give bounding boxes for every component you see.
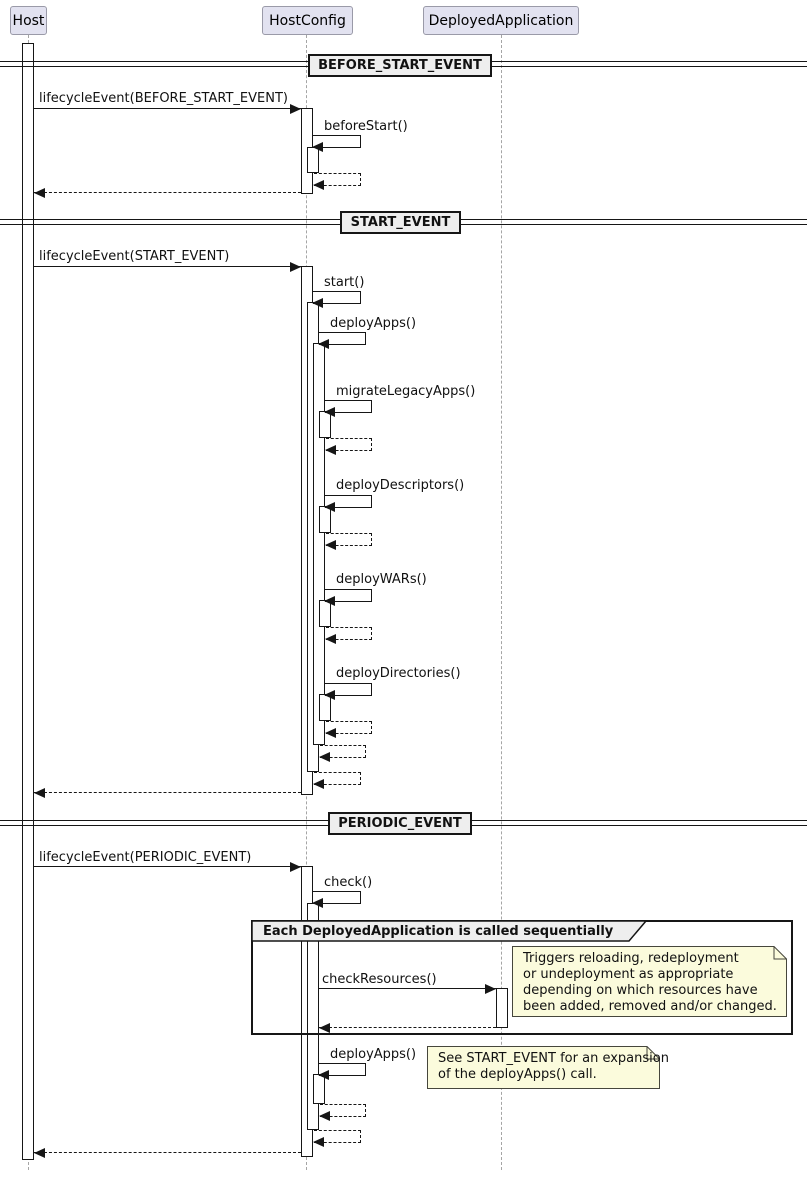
self-return-beforestart [314, 173, 361, 186]
arrowhead-icon [319, 1023, 330, 1033]
self-call-deploydescriptors [325, 495, 372, 508]
arrowhead-icon [313, 180, 324, 190]
activation-bar-deployapps [313, 343, 325, 745]
message-label-check: check() [324, 875, 373, 890]
arrowhead-icon [324, 407, 335, 417]
arrowhead-icon [485, 984, 496, 994]
self-call-deploydirectories [325, 683, 372, 696]
arrowhead-icon [290, 104, 301, 114]
message-label-start: start() [324, 275, 365, 290]
return-to-host-periodic [34, 1152, 301, 1153]
participant-label: HostConfig [269, 12, 346, 29]
self-call-start [313, 291, 361, 304]
note-line: Triggers reloading, redeployment [523, 951, 739, 966]
arrowhead-icon [313, 779, 324, 789]
arrowhead-icon [313, 1137, 324, 1147]
arrowhead-icon [34, 788, 45, 798]
arrow-lifecycle-periodic [34, 866, 301, 867]
self-return-deploydirectories [326, 721, 372, 734]
participant-host [10, 6, 47, 35]
divider-before-start-event [308, 54, 492, 77]
arrow-lifecycle-start [34, 266, 301, 267]
message-label-checkresources: checkResources() [322, 972, 437, 987]
note-line: or undeployment as appropriate [523, 967, 734, 982]
note-deployapps [427, 1046, 669, 1089]
arrowhead-icon [319, 752, 330, 762]
arrowhead-icon [324, 502, 335, 512]
arrowhead-icon [312, 142, 323, 152]
arrow-checkresources [319, 988, 496, 989]
arrowhead-icon [312, 298, 323, 308]
self-return-check [314, 1130, 361, 1143]
arrowhead-icon [312, 898, 323, 908]
message-label-deploydescriptors: deployDescriptors() [336, 478, 465, 493]
participant-hostconfig [262, 6, 353, 35]
note-line: been added, removed and/or changed. [523, 999, 777, 1014]
arrowhead-icon [34, 188, 45, 198]
self-return-deployapps [320, 745, 366, 758]
arrowhead-icon [290, 862, 301, 872]
self-return-deployapps-periodic [320, 1104, 366, 1117]
divider-label: PERIODIC_EVENT [338, 816, 462, 831]
message-label-lifecycle-start: lifecycleEvent(START_EVENT) [39, 249, 230, 264]
arrowhead-icon [318, 1070, 329, 1080]
divider-periodic-event [328, 812, 472, 835]
message-label-beforestart: beforeStart() [324, 119, 408, 134]
self-call-migratelegacyapps [325, 400, 372, 413]
return-to-host-before-start [34, 192, 301, 193]
self-call-deployapps [319, 332, 366, 345]
participant-label: DeployedApplication [428, 12, 574, 29]
divider-start-event [340, 211, 461, 234]
message-label-deploywars: deployWARs() [336, 572, 427, 587]
return-checkresources [319, 1027, 496, 1028]
divider-label: START_EVENT [350, 215, 451, 230]
message-label-lifecycle-periodic: lifecycleEvent(PERIODIC_EVENT) [39, 850, 252, 865]
arrowhead-icon [34, 1148, 45, 1158]
arrowhead-icon [325, 445, 336, 455]
arrow-lifecycle-before-start [34, 108, 301, 109]
arrowhead-icon [325, 634, 336, 644]
self-call-check [313, 891, 361, 904]
message-label-deploydirectories: deployDirectories() [336, 666, 461, 681]
self-return-migratelegacyapps [326, 438, 372, 451]
note-line: depending on which resources have [523, 983, 758, 998]
note-checkresources [512, 946, 787, 1017]
return-to-host-start [34, 792, 301, 793]
self-return-deploywars [326, 627, 372, 640]
message-label-migratelegacyapps: migrateLegacyApps() [336, 384, 476, 399]
message-label-deployapps-periodic: deployApps() [330, 1047, 417, 1062]
activation-bar-host [22, 43, 34, 1160]
note-line: See START_EVENT for an expansion [438, 1051, 669, 1066]
arrowhead-icon [324, 596, 335, 606]
self-call-deploywars [325, 589, 372, 602]
divider-label: BEFORE_START_EVENT [318, 58, 482, 73]
self-call-deployapps-periodic [319, 1063, 366, 1076]
participant-label: Host [12, 12, 45, 29]
arrowhead-icon [318, 339, 329, 349]
arrowhead-icon [325, 728, 336, 738]
arrowhead-icon [325, 540, 336, 550]
message-label-deployapps: deployApps() [330, 316, 417, 331]
participant-deployedapplication [423, 6, 579, 35]
message-label-lifecycle-before-start: lifecycleEvent(BEFORE_START_EVENT) [39, 91, 288, 106]
self-call-beforestart [313, 135, 361, 148]
note-line: of the deployApps() call. [438, 1067, 597, 1082]
arrowhead-icon [319, 1111, 330, 1121]
arrowhead-icon [324, 690, 335, 700]
self-return-deploydescriptors [326, 533, 372, 546]
arrowhead-icon [290, 262, 301, 272]
self-return-start [314, 772, 361, 785]
group-frame-label: Each DeployedApplication is called sequentially [263, 924, 614, 939]
